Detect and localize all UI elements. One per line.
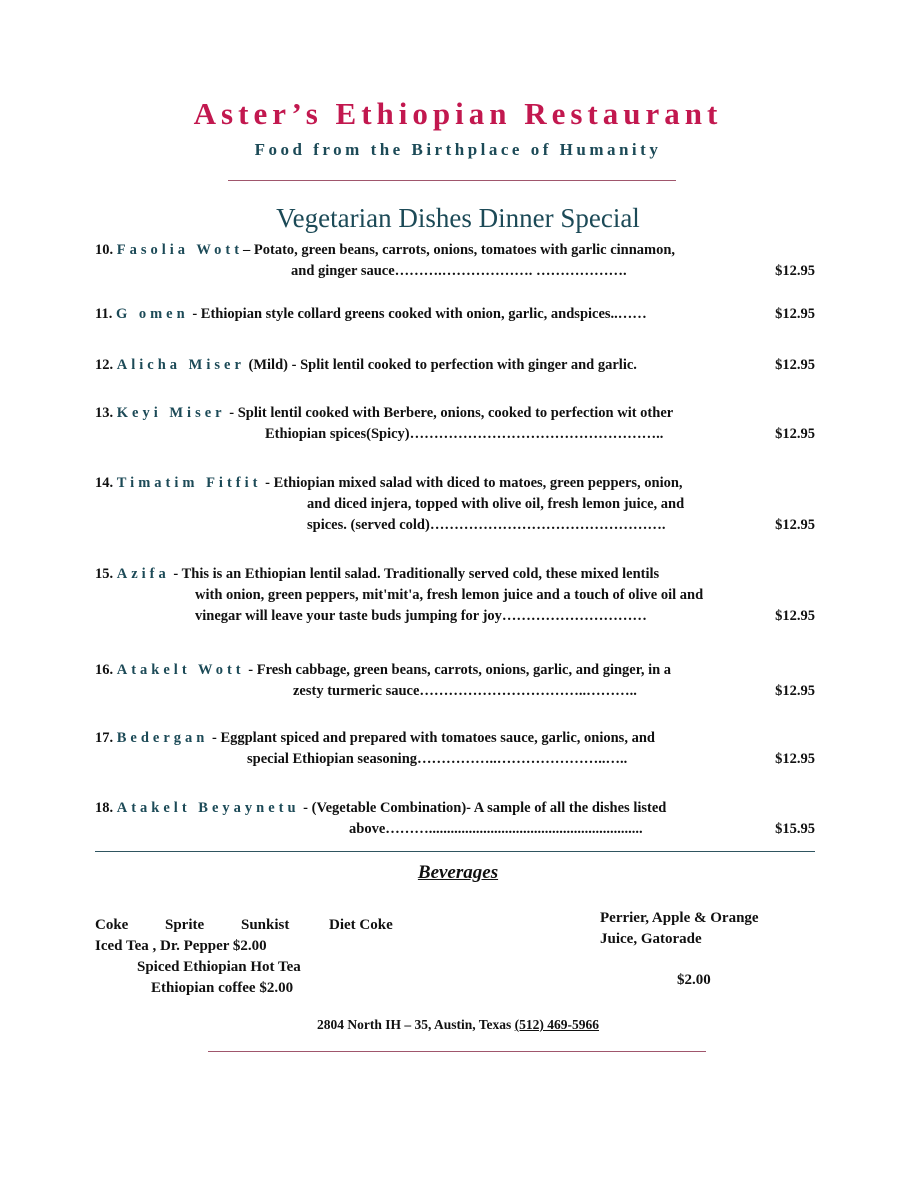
dish-price: $12.95: [775, 357, 815, 373]
dish-number: 15.: [95, 566, 114, 582]
dish-description-cont: zesty turmeric sauce……………………………..………..: [293, 683, 637, 699]
dish-description-cont: special Ethiopian seasoning……………..…………………..…..: [247, 751, 628, 767]
dish-description-cont: and ginger sauce……….………………. ……………….: [291, 263, 627, 279]
dish-price: $12.95: [775, 306, 815, 322]
beverage-row: Ethiopian coffee $2.00: [151, 980, 294, 996]
dish-price: $12.95: [775, 517, 815, 533]
dish-atakelt-beyaynetu: [95, 798, 815, 840]
dish-description: - Split lentil cooked to perfection with ginger and garlic.: [287, 357, 637, 373]
beverage-item: Sprite: [165, 917, 205, 933]
dish-description: - Eggplant spiced and prepared with tomatoes sauce, garlic, onions, and: [211, 730, 655, 746]
beverage-row: Perrier, Apple & Orange: [600, 910, 759, 926]
beverages-title: Beverages: [417, 862, 499, 883]
dish-azifa: [95, 564, 815, 627]
beverages-left: [95, 915, 393, 999]
dish-description: - (Vegetable Combination)- A sample of all the dishes listed: [303, 800, 667, 816]
dish-number: 13.: [95, 405, 114, 421]
dish-note: (Mild): [248, 357, 288, 373]
dish-price: $12.95: [775, 751, 815, 767]
top-divider: [228, 180, 676, 181]
dish-bedergan: [95, 728, 815, 770]
dish-price: $12.95: [775, 683, 815, 699]
dish-description: - Ethiopian style collard greens cooked with onion, garlic, andspices..……: [192, 306, 647, 322]
dish-description: - Fresh cabbage, green beans, carrots, onions, garlic, and ginger, in a: [248, 662, 672, 678]
beverage-row: Iced Tea , Dr. Pepper $2.00: [95, 938, 267, 954]
mid-divider: [95, 851, 815, 852]
beverages-right: [600, 908, 759, 991]
beverage-price: $2.00: [677, 972, 711, 988]
beverage-item: Diet Coke: [329, 917, 393, 933]
dish-price: $12.95: [775, 426, 815, 442]
dish-name: Atakelt Beyaynetu: [116, 800, 300, 816]
dish-fasolia-wott: [95, 240, 815, 282]
dish-name: Bedergan: [116, 730, 209, 746]
dish-timatim-fitfit: [95, 473, 815, 536]
dish-name: Timatim Fitfit: [116, 475, 262, 491]
dish-atakelt-wott: [95, 660, 815, 702]
beverage-row: Juice, Gatorade: [600, 931, 702, 947]
dish-keyi-miser: [95, 403, 815, 445]
restaurant-address: [0, 1017, 916, 1033]
beverage-row: Spiced Ethiopian Hot Tea: [137, 959, 301, 975]
dish-name: Atakelt Wott: [116, 662, 245, 678]
dish-name: Keyi Miser: [116, 405, 226, 421]
dish-number: 11.: [95, 306, 113, 322]
dish-number: 18.: [95, 800, 114, 816]
address-text: 2804 North IH – 35, Austin, Texas: [316, 1017, 515, 1032]
dish-number: 10.: [95, 242, 114, 258]
dish-description-cont: Ethiopian spices(Spicy)……………………………………………..: [265, 426, 664, 442]
beverage-row: [95, 915, 393, 936]
dish-price: $15.95: [775, 821, 815, 837]
dish-number: 16.: [95, 662, 114, 678]
dish-alicha-miser: [95, 355, 815, 376]
dish-name: Azifa: [116, 566, 170, 582]
dish-description-cont: with onion, green peppers, mit'mit'a, fresh lemon juice and a touch of olive oil and: [195, 587, 704, 603]
dish-description-cont: vinegar will leave your taste buds jumping for joy…………………………: [195, 608, 647, 624]
restaurant-title: Aster’s Ethiopian Restaurant: [193, 96, 723, 131]
dish-price: $12.95: [775, 263, 815, 279]
bottom-divider: [208, 1051, 706, 1052]
dish-number: 12.: [95, 357, 114, 373]
dish-description: - Ethiopian mixed salad with diced to matoes, green peppers, onion,: [265, 475, 683, 491]
dish-name: Fasolia Wott: [116, 242, 244, 258]
section-title: Vegetarian Dishes Dinner Special: [276, 203, 640, 233]
dish-description-cont: spices. (served cold)………………………………………….: [307, 517, 666, 533]
dish-name: Alicha Miser: [116, 357, 245, 373]
dish-description: – Potato, green beans, carrots, onions, tomatoes with garlic cinnamon,: [243, 242, 676, 258]
dish-description-cont: above………...........................................................: [349, 821, 643, 837]
beverage-item: Coke: [95, 917, 129, 933]
dish-gomen: [95, 304, 815, 325]
dish-description-cont: and diced injera, topped with olive oil, fresh lemon juice, and: [307, 496, 685, 512]
dish-price: $12.95: [775, 608, 815, 624]
restaurant-subtitle: Food from the Birthplace of Humanity: [254, 140, 662, 159]
beverage-item: Sunkist: [241, 917, 290, 933]
phone-number: (512) 469-5966: [514, 1017, 600, 1032]
dish-number: 17.: [95, 730, 114, 746]
dish-name: G omen: [115, 306, 189, 322]
dish-description: - This is an Ethiopian lentil salad. Traditionally served cold, these mixed lentils: [173, 566, 660, 582]
dish-description: - Split lentil cooked with Berbere, onions, cooked to perfection wit other: [229, 405, 674, 421]
dish-number: 14.: [95, 475, 114, 491]
